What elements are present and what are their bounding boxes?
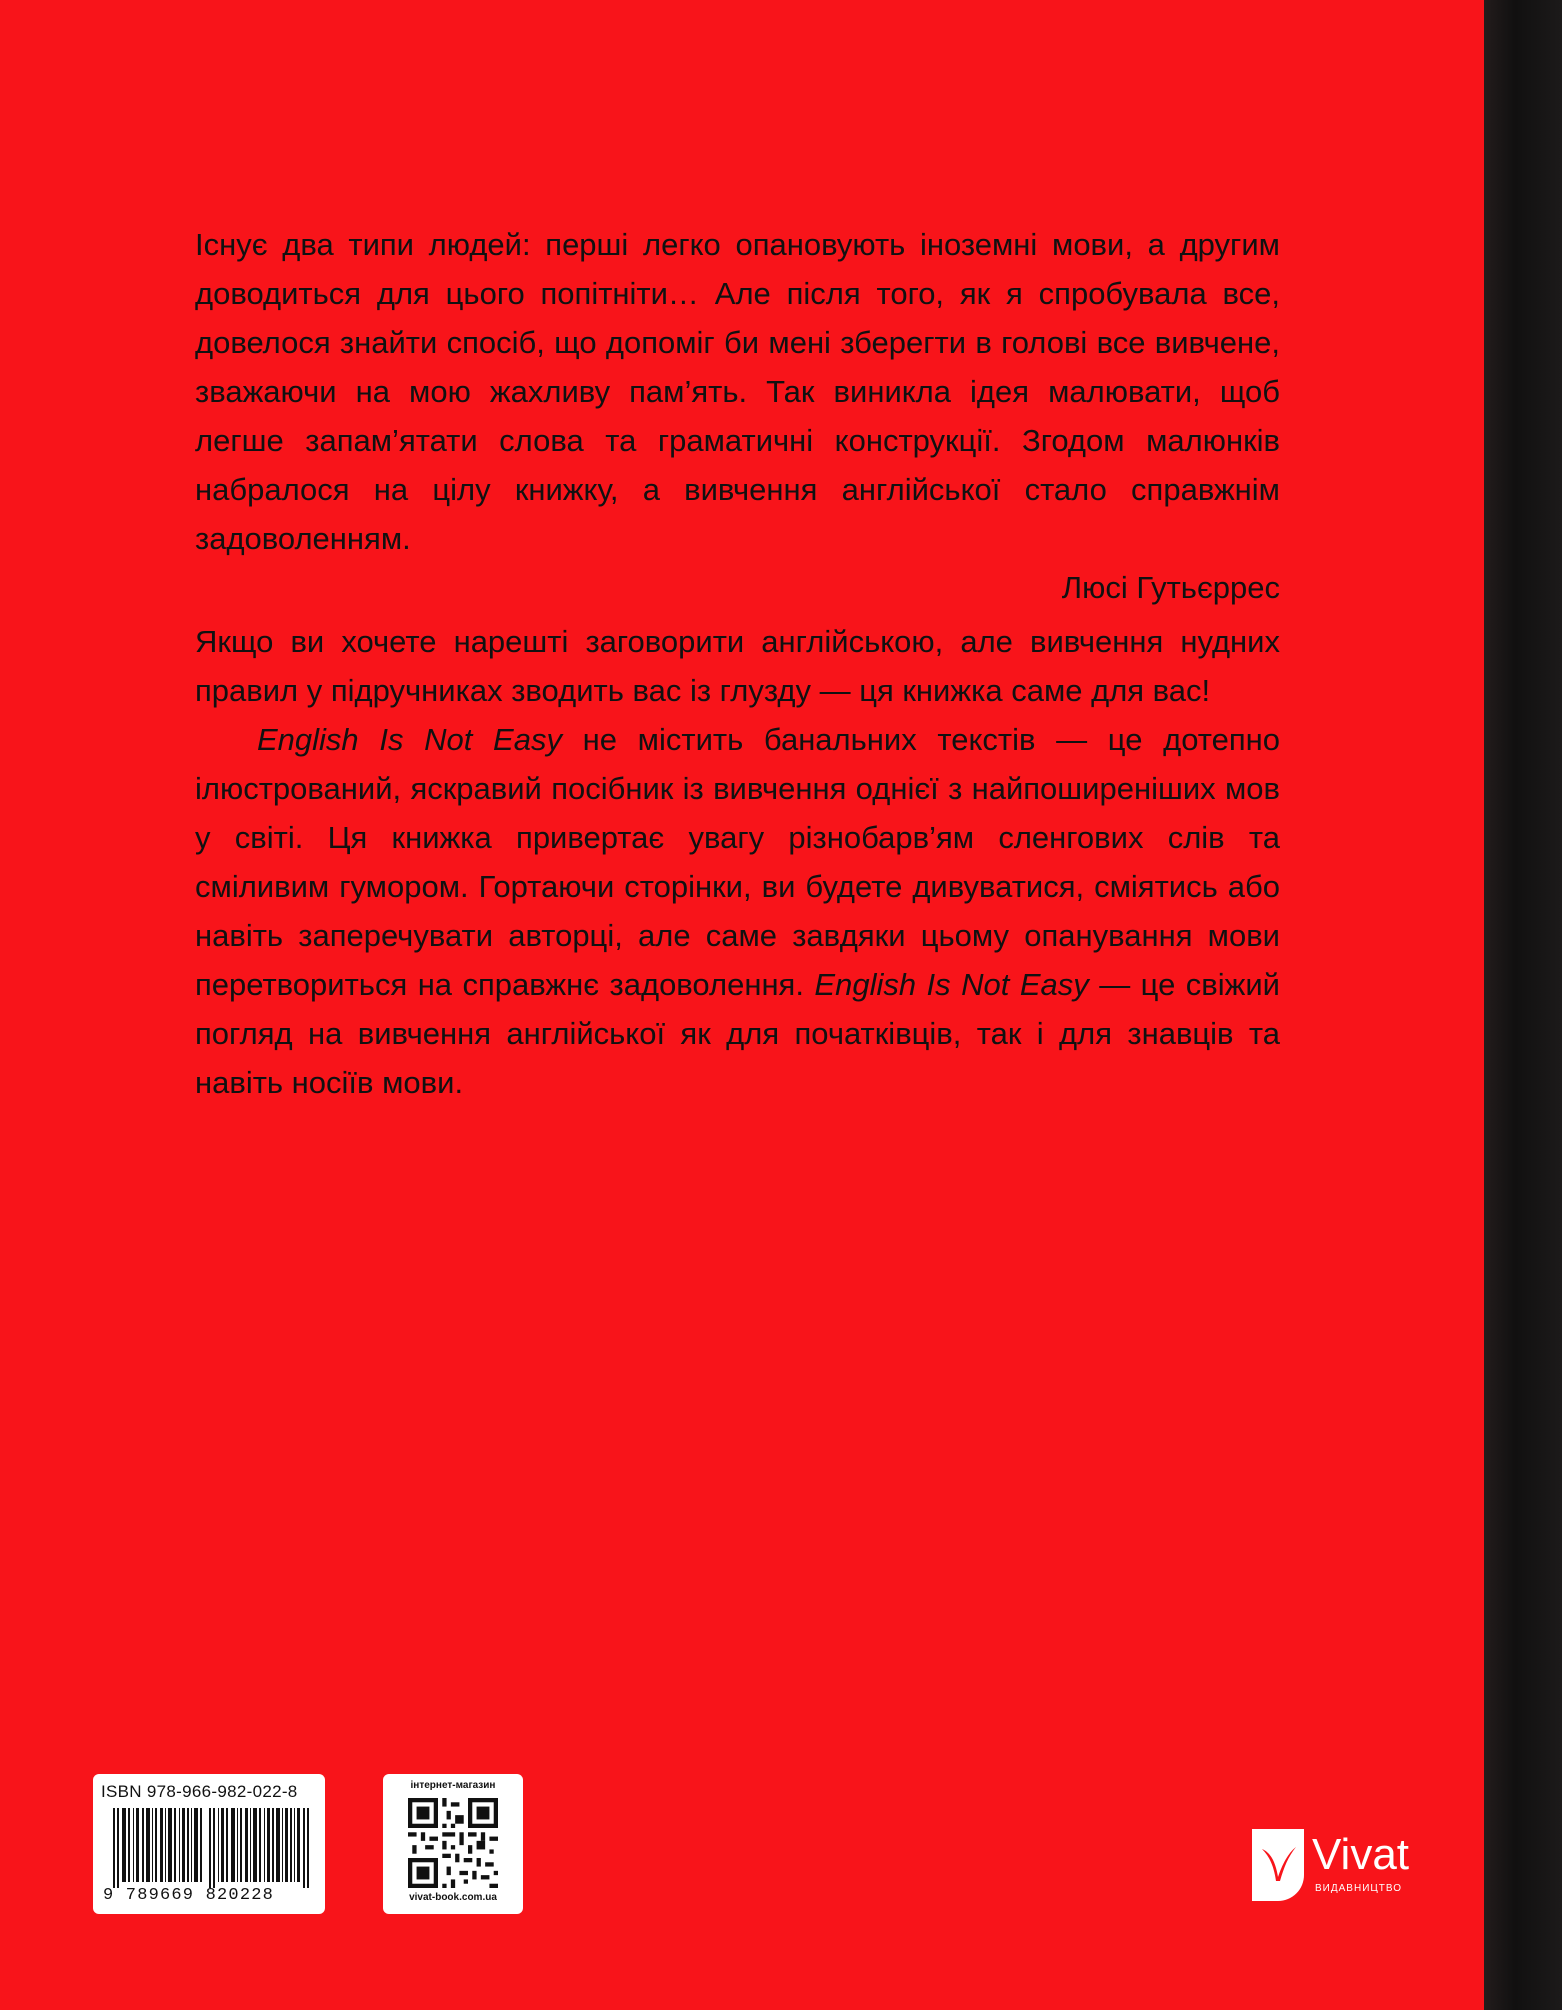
book-title-italic: English Is Not Easy (257, 722, 562, 757)
book-spine-edge (1484, 0, 1562, 2010)
book-description (195, 617, 1280, 1107)
barcode (113, 1808, 313, 1888)
description-paragraph-1: Якщо ви хочете нарешті заговорити англійською, але вивчення нудних правил у підручниках зводить вас із глузду — ця книжка саме для вас! (195, 624, 1280, 708)
publisher-logo (1252, 1829, 1442, 1901)
isbn-number: ISBN 978-966-982-022-8 (101, 1782, 298, 1801)
barcode-digits: 9 789669 820228 (103, 1886, 275, 1905)
qr-url[interactable]: vivat-book.com.ua (409, 1892, 497, 1903)
author-note (195, 220, 1280, 612)
description-text: не містить банальних текстів — це дотепно ілюстрований, яскравий посібник із вивчення однієї з найпоширеніших мов у світі. Ця книжка привертає увагу різнобарв’ям сленгових слів та сміливим гумором. Гортаючи сторінки, ви будете дивуватися, сміятись або навіть заперечувати авторці, але саме завдяки цьому опанування мови перетвориться на справжнє задоволення. (195, 722, 1280, 1002)
qr-top-label: інтернет-магазин (410, 1780, 496, 1791)
qr-code[interactable] (408, 1798, 498, 1888)
isbn-barcode-label (93, 1774, 325, 1914)
author-note-text: Існує два типи людей: перші легко опановують іноземні мови, а другим доводиться для цього попітніти… Але після того, як я спробувала все, довелося знайти спосіб, що допоміг би мені зберегти в голові все вивчене, зважаючи на мою жахливу пам’ять. Так виникла ідея малювати, щоб легше запам’ятати слова та граматичні конструкції. Згодом малюнків набралося на цілу книжку, а вивчення англійської стало справжнім задоволенням. (195, 227, 1280, 556)
publisher-subtitle: ВИДАВНИЦТВО (1315, 1883, 1403, 1894)
vivat-feather-icon (1252, 1829, 1304, 1901)
description-paragraph-2 (195, 715, 1280, 1107)
publisher-name: Vivat (1312, 1830, 1410, 1879)
qr-code-label[interactable] (383, 1774, 523, 1914)
description-text: — це свіжий погляд на вивчення англійської як для початківців, так і для знавців та навіть носіїв мови. (195, 967, 1280, 1100)
author-signature: Люсі Гутьєррес (1061, 570, 1280, 605)
book-title-italic: English Is Not Easy (814, 967, 1089, 1002)
